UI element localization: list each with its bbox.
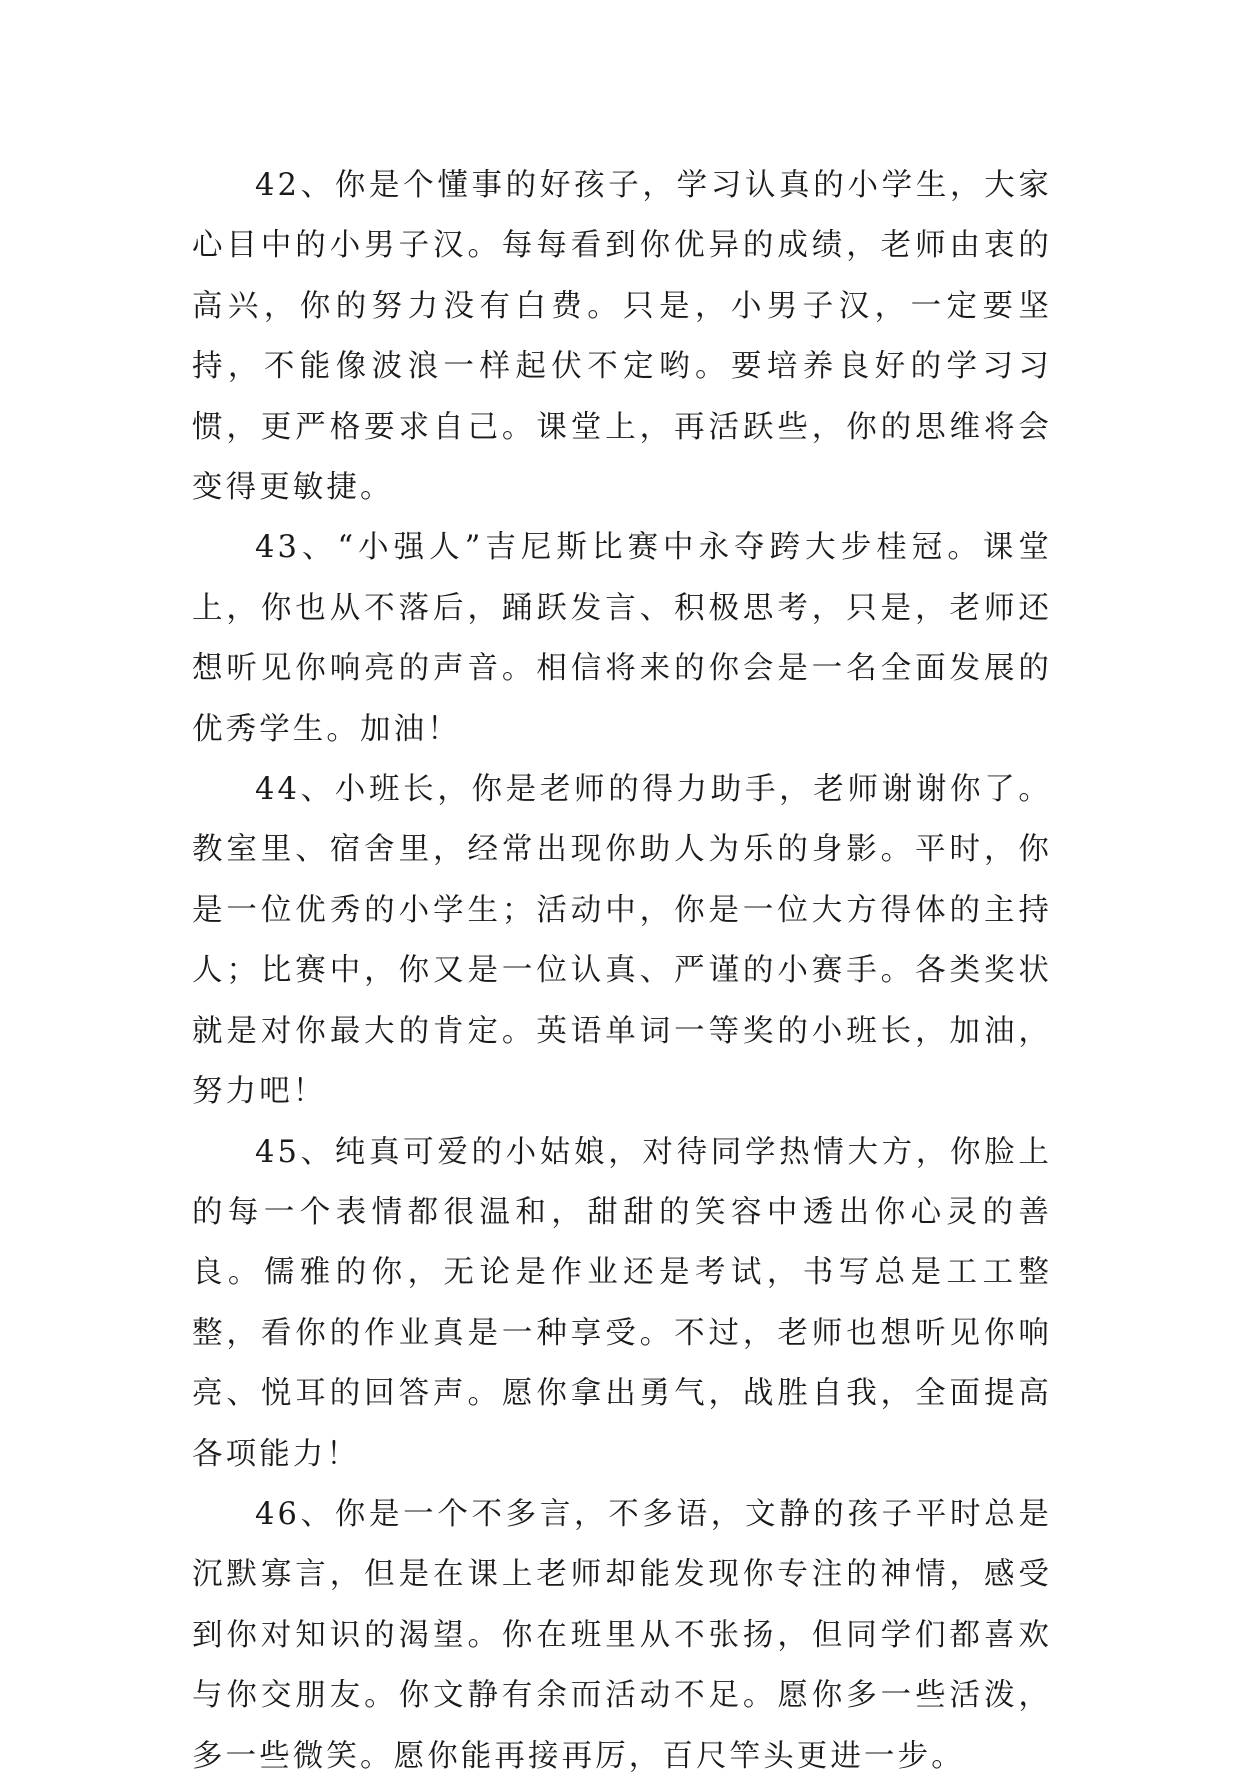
paragraph-42: 42、你是个懂事的好孩子，学习认真的小学生，大家心目中的小男子汉。每每看到你优异的成绩，老师由衷的高兴，你的努力没有白费。只是，小男子汉，一定要坚持，不能像波浪一样起伏不定哟。要培养良好的学习习惯，更严格要求自己。课堂上，再活跃些，你的思维将会变得更敏捷。 [192, 168, 1052, 506]
paragraph-46: 46、你是一个不多言，不多语，文静的孩子平时总是沉默寡言，但是在课上老师却能发现你专注的神情，感受到你对知识的渴望。你在班里从不张扬，但同学们都喜欢与你交朋友。你文静有余而活动不足。愿你多一些活泼，多一些微笑。愿你能再接再厉，百尺竿头更进一步。 [192, 1496, 1052, 1774]
paragraph-45: 45、纯真可爱的小姑娘，对待同学热情大方，你脸上的每一个表情都很温和，甜甜的笑容中透出你心灵的善良。儒雅的你，无论是作业还是考试，书写总是工工整整，看你的作业真是一种享受。不过，老师也想听见你响亮、悦耳的回答声。愿你拿出勇气，战胜自我，全面提高各项能力！ [192, 1134, 1052, 1472]
document-body [192, 156, 1052, 1787]
paragraph-43: 43、“小强人”吉尼斯比赛中永夺跨大步桂冠。课堂上，你也从不落后，踊跃发言、积极思考，只是，老师还想听见你响亮的声音。相信将来的你会是一名全面发展的优秀学生。加油！ [192, 530, 1052, 747]
paragraph-44: 44、小班长，你是老师的得力助手，老师谢谢你了。教室里、宿舍里，经常出现你助人为乐的身影。平时，你是一位优秀的小学生；活动中，你是一位大方得体的主持人；比赛中，你又是一位认真、严谨的小赛手。各类奖状就是对你最大的肯定。英语单词一等奖的小班长，加油，努力吧！ [192, 772, 1052, 1110]
